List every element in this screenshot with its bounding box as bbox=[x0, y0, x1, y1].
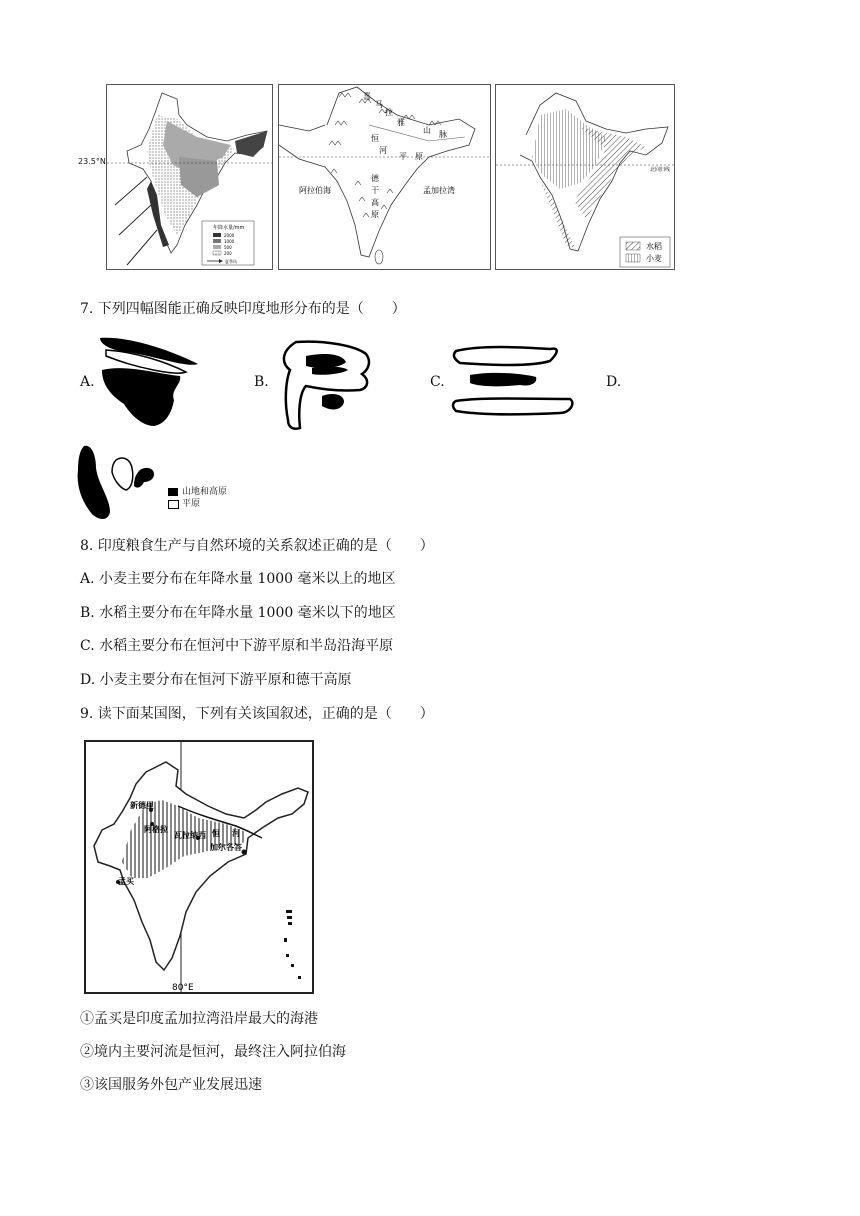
legend-value-1: 1000 bbox=[224, 239, 235, 244]
terrain-label-5: 脉 bbox=[439, 130, 447, 139]
q7-option-c-label[interactable]: C. bbox=[430, 374, 445, 390]
latitude-label: 23.5°N bbox=[78, 157, 106, 166]
q7-option-a-label[interactable]: A. bbox=[80, 374, 95, 390]
precipitation-map bbox=[106, 84, 273, 270]
q8-option-d[interactable]: D. 小麦主要分布在恒河下游平原和德干高原 bbox=[80, 672, 352, 688]
q8-option-b[interactable]: B. 水稻主要分布在年降水量 1000 毫米以下的地区 bbox=[80, 605, 396, 621]
q9-statement-3: ③该国服务外包产业发展迅速 bbox=[80, 1077, 262, 1093]
legend-value-2: 500 bbox=[224, 245, 232, 250]
terrain-label-8: 平 bbox=[399, 152, 407, 161]
q7-option-b-label[interactable]: B. bbox=[254, 374, 269, 390]
q8-option-c[interactable]: C. 水稻主要分布在恒河中下游平原和半岛沿海平原 bbox=[80, 638, 394, 654]
legend-value-0: 2000 bbox=[224, 233, 235, 238]
terrain-label-9: 原 bbox=[415, 152, 423, 161]
legend-arrow-label: 夏季风 bbox=[225, 259, 237, 264]
terrain-label-7: 河 bbox=[379, 146, 387, 155]
city-new-delhi: 新德里 bbox=[130, 801, 154, 810]
legend-rice: 水稻 bbox=[646, 242, 662, 251]
legend-wheat: 小麦 bbox=[646, 254, 662, 263]
river-ganges-char2: 河 bbox=[232, 829, 240, 838]
city-mumbai: 孟买 bbox=[118, 877, 134, 886]
q7-option-d-figure bbox=[74, 442, 164, 524]
legend-plain-label: 平原 bbox=[182, 499, 201, 509]
q7-stem: 7. 下列四幅图能正确反映印度地形分布的是（ ） bbox=[80, 301, 406, 317]
q7-legend bbox=[168, 486, 248, 514]
terrain-label-10: 德 bbox=[371, 174, 379, 183]
tropic-label: 北回归线 bbox=[650, 167, 671, 173]
terrain-label-1: 马 bbox=[375, 100, 383, 109]
q9-stem: 9. 读下面某国图，下列有关该国叙述，正确的是（ ） bbox=[80, 706, 434, 722]
terrain-label-6: 恒 bbox=[371, 134, 379, 143]
q9-map bbox=[84, 740, 314, 994]
q8-stem: 8. 印度粮食生产与自然环境的关系叙述正确的是（ ） bbox=[80, 538, 434, 554]
terrain-map bbox=[278, 84, 491, 270]
meridian-label: 80°E bbox=[172, 983, 194, 992]
terrain-label-2: 拉 bbox=[385, 108, 393, 117]
terrain-label-bay-of-bengal: 孟加拉湾 bbox=[423, 186, 455, 195]
q7-option-b-figure bbox=[276, 340, 376, 432]
legend-title: 年降水量/mm bbox=[213, 225, 245, 231]
terrain-label-4: 山 bbox=[423, 126, 431, 135]
q9-statement-1: ①孟买是印度孟加拉湾沿岸最大的海港 bbox=[80, 1011, 318, 1027]
terrain-label-3: 雅 bbox=[397, 118, 405, 127]
q7-option-a-figure bbox=[96, 334, 214, 428]
city-varanasi: 瓦拉纳西 bbox=[174, 831, 206, 840]
terrain-label-arabian-sea: 阿拉伯海 bbox=[299, 186, 331, 195]
q7-option-c-figure bbox=[450, 343, 578, 417]
terrain-label-0: 喜 bbox=[363, 92, 371, 101]
q7-option-d-label[interactable]: D. bbox=[606, 374, 622, 390]
legend-value-3: 200 bbox=[224, 251, 232, 256]
terrain-label-12: 高 bbox=[371, 198, 379, 207]
crop-map bbox=[495, 84, 675, 270]
river-ganges-char1: 恒 bbox=[212, 829, 220, 838]
city-kolkata: 加尔各答 bbox=[210, 843, 242, 852]
city-agra: 阿格拉 bbox=[144, 825, 168, 834]
q8-option-a[interactable]: A. 小麦主要分布在年降水量 1000 毫米以上的地区 bbox=[80, 571, 396, 587]
legend-mountain-label: 山地和高原 bbox=[182, 487, 228, 497]
terrain-label-11: 干 bbox=[371, 186, 379, 195]
q9-statement-2: ②境内主要河流是恒河，最终注入阿拉伯海 bbox=[80, 1044, 346, 1060]
terrain-label-13: 原 bbox=[371, 210, 379, 219]
